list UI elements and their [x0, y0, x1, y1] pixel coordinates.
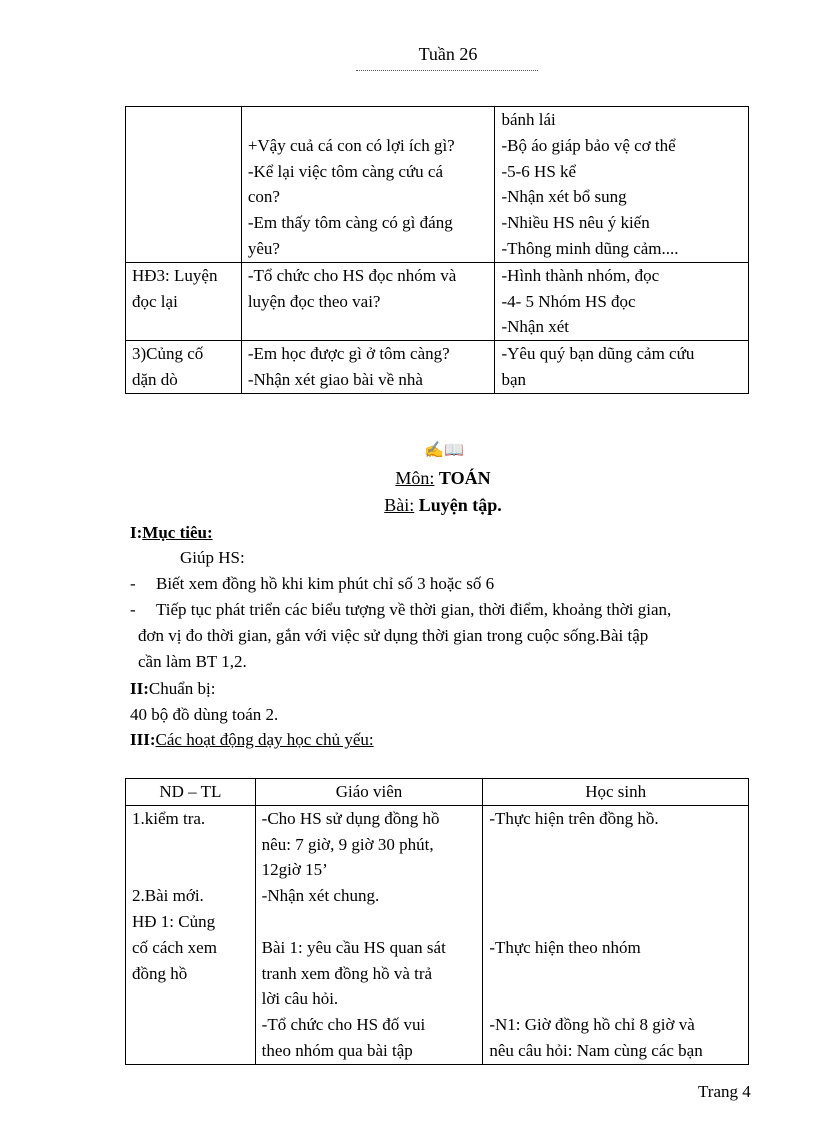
table-cell: -Hình thành nhóm, đọc -4- 5 Nhóm HS đọc -Nhận xét	[495, 262, 749, 340]
page-number: Trang 4	[698, 1082, 751, 1101]
table-cell	[126, 107, 242, 263]
table-cell: -Thực hiện trên đồng hồ. -Thực hiện theo nhóm -N1: Giờ đồng hồ chỉ 8 giờ và nêu câu hỏi: Nam cùng các bạn	[483, 805, 749, 1064]
lesson-table-2	[125, 778, 749, 1065]
lesson-label: Bài:	[384, 495, 415, 515]
lesson-table-1	[125, 106, 749, 394]
prep-text: 40 bộ đồ dùng toán 2.	[130, 705, 279, 724]
lesson-line	[0, 495, 816, 516]
subject-line	[0, 468, 816, 489]
section-heading-activities: III:Các hoạt động dạy học chủ yếu:	[130, 730, 374, 749]
column-header: Học sinh	[483, 779, 749, 806]
column-header: ND – TL	[126, 779, 256, 806]
table-cell: 1.kiểm tra. 2.Bài mới. HĐ 1: Củng cố cách xem đồng hồ	[126, 805, 256, 1064]
table-cell: 3)Củng cố dặn dò	[126, 341, 242, 394]
intro-text: Giúp HS:	[180, 548, 245, 567]
table-cell: -Tổ chức cho HS đọc nhóm và luyện đọc theo vai?	[241, 262, 495, 340]
subject-value: TOÁN	[438, 468, 491, 488]
table-cell: -Yêu quý bạn dũng cảm cứu bạn	[495, 341, 749, 394]
table-cell: bánh lái -Bộ áo giáp bảo vệ cơ thể -5-6 HS kể -Nhận xét bổ sung -Nhiều HS nêu ý kiến -Thông minh dũng cảm....	[495, 107, 749, 263]
table-row	[126, 805, 749, 1064]
column-header: Giáo viên	[255, 779, 483, 806]
table-cell: HĐ3: Luyện đọc lại	[126, 262, 242, 340]
header-divider	[356, 70, 538, 71]
section-heading-objectives: I:Mục tiêu:	[130, 523, 213, 542]
table-row	[126, 107, 749, 263]
table-row	[126, 262, 749, 340]
table-header-row	[126, 779, 749, 806]
table-row	[126, 341, 749, 394]
table-cell: -Cho HS sử dụng đồng hồ nêu: 7 giờ, 9 giờ 30 phút, 12giờ 15’ -Nhận xét chung. Bài 1: yêu cầu HS quan sát tranh xem đồng hồ và trả lời câu hỏi. -Tổ chức cho HS đố vui theo nhóm qua bài tập	[255, 805, 483, 1064]
table-cell: -Em học được gì ở tôm càng? -Nhận xét giao bài về nhà	[241, 341, 495, 394]
lesson-value: Luyện tập.	[418, 495, 502, 515]
subject-label: Môn:	[395, 468, 435, 488]
page-header-title: Tuần 26	[418, 44, 478, 64]
section-heading-preparation: II:Chuẩn bị:	[130, 679, 216, 698]
book-ornament-icon: ✍📖	[424, 442, 464, 459]
table-cell: +Vậy cuả cá con có lợi ích gì? -Kể lại việc tôm càng cứu cá con? -Em thấy tôm càng có gì đáng yêu?	[241, 107, 495, 263]
